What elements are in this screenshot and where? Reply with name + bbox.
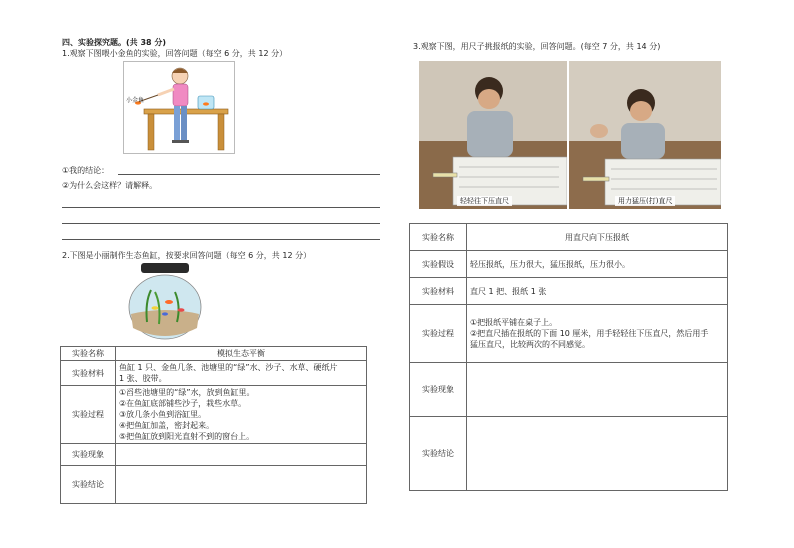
process-step: ④把鱼缸加盖，密封起来。	[119, 421, 215, 430]
experiment-name-value: 模拟生态平衡	[116, 347, 367, 361]
answer-line[interactable]	[62, 207, 380, 208]
section-heading: 四、实验探究题。(共 38 分)	[62, 38, 167, 47]
hypothesis-label: 实验假设	[410, 251, 467, 278]
conclusion-table-label: 实验结论	[410, 417, 467, 491]
phenomenon-label: 实验现象	[410, 363, 467, 417]
ruler-newspaper-experiment-table	[409, 223, 728, 491]
process-step: 猛压直尺，比较两次的不同感觉。	[470, 340, 590, 349]
process-step: ②在鱼缸底部铺些沙子，栽些水草。	[119, 399, 247, 408]
process-label: 实验过程	[61, 386, 116, 444]
conclusion-table-label: 实验结论	[61, 466, 116, 504]
process-label: 实验过程	[410, 305, 467, 363]
hypothesis-value: 轻压报纸，压力很大，猛压报纸，压力很小。	[467, 251, 728, 278]
materials-label: 实验材料	[61, 361, 116, 386]
process-step: ②把直尺插在报纸的下面 10 厘米，用手轻轻往下压直尺，然后用手	[470, 329, 709, 338]
process-cell	[116, 386, 367, 444]
conclusion-answer-line[interactable]	[118, 174, 380, 175]
goldfish-figure-label: 小金鱼	[126, 97, 145, 104]
photo-light-press	[419, 61, 567, 209]
answer-line[interactable]	[62, 223, 380, 224]
materials-value: 直尺 1 把、报纸 1 张	[467, 278, 728, 305]
goldfish-feeding-figure	[123, 61, 235, 154]
eco-tank-experiment-table	[60, 346, 367, 504]
experiment-name-value: 用直尺向下压报纸	[467, 224, 728, 251]
materials-line: 1 张、胶带。	[119, 374, 167, 383]
answer-line[interactable]	[62, 239, 380, 240]
question-2-prompt: 2.下图是小丽制作生态鱼缸，按要求回答问题（每空 6 分，共 12 分）	[62, 251, 312, 260]
process-step: ③放几条小鱼到浴缸里。	[119, 410, 207, 419]
question-1-prompt: 1.观察下图喂小金鱼的实验，回答问题（每空 6 分，共 12 分）	[62, 49, 288, 58]
photo-hard-press	[569, 61, 721, 209]
phenomenon-answer-cell[interactable]	[467, 363, 728, 417]
conclusion-answer-cell[interactable]	[116, 466, 367, 504]
conclusion-label: ①我的结论：	[62, 166, 110, 175]
table-header-name: 实验名称	[61, 347, 116, 361]
process-cell	[467, 305, 728, 363]
phenomenon-answer-cell[interactable]	[116, 444, 367, 466]
table-header-name: 实验名称	[410, 224, 467, 251]
process-step: ①舀些池塘里的“绿”水，放到鱼缸里。	[119, 388, 255, 397]
process-step: ⑤把鱼缸放到阳光直射不到的窗台上。	[119, 432, 255, 441]
phenomenon-label: 实验现象	[61, 444, 116, 466]
conclusion-answer-cell[interactable]	[467, 417, 728, 491]
photo-right-caption: 用力猛压(打)直尺	[615, 196, 675, 206]
materials-label: 实验材料	[410, 278, 467, 305]
why-label: ②为什么会这样？请解释。	[62, 181, 158, 190]
question-3-prompt: 3.观察下图，用尺子挑报纸的实验，回答问题。(每空 7 分，共 14 分)	[413, 42, 661, 51]
materials-line: 鱼缸 1 只、金鱼几条、池塘里的“绿”水、沙子、水草、硬纸片	[119, 363, 338, 372]
materials-cell	[116, 361, 367, 386]
process-step: ①把报纸平铺在桌子上。	[470, 318, 558, 327]
photo-left-caption: 轻轻往下压直尺	[457, 196, 512, 206]
eco-fish-tank-figure	[125, 262, 205, 342]
